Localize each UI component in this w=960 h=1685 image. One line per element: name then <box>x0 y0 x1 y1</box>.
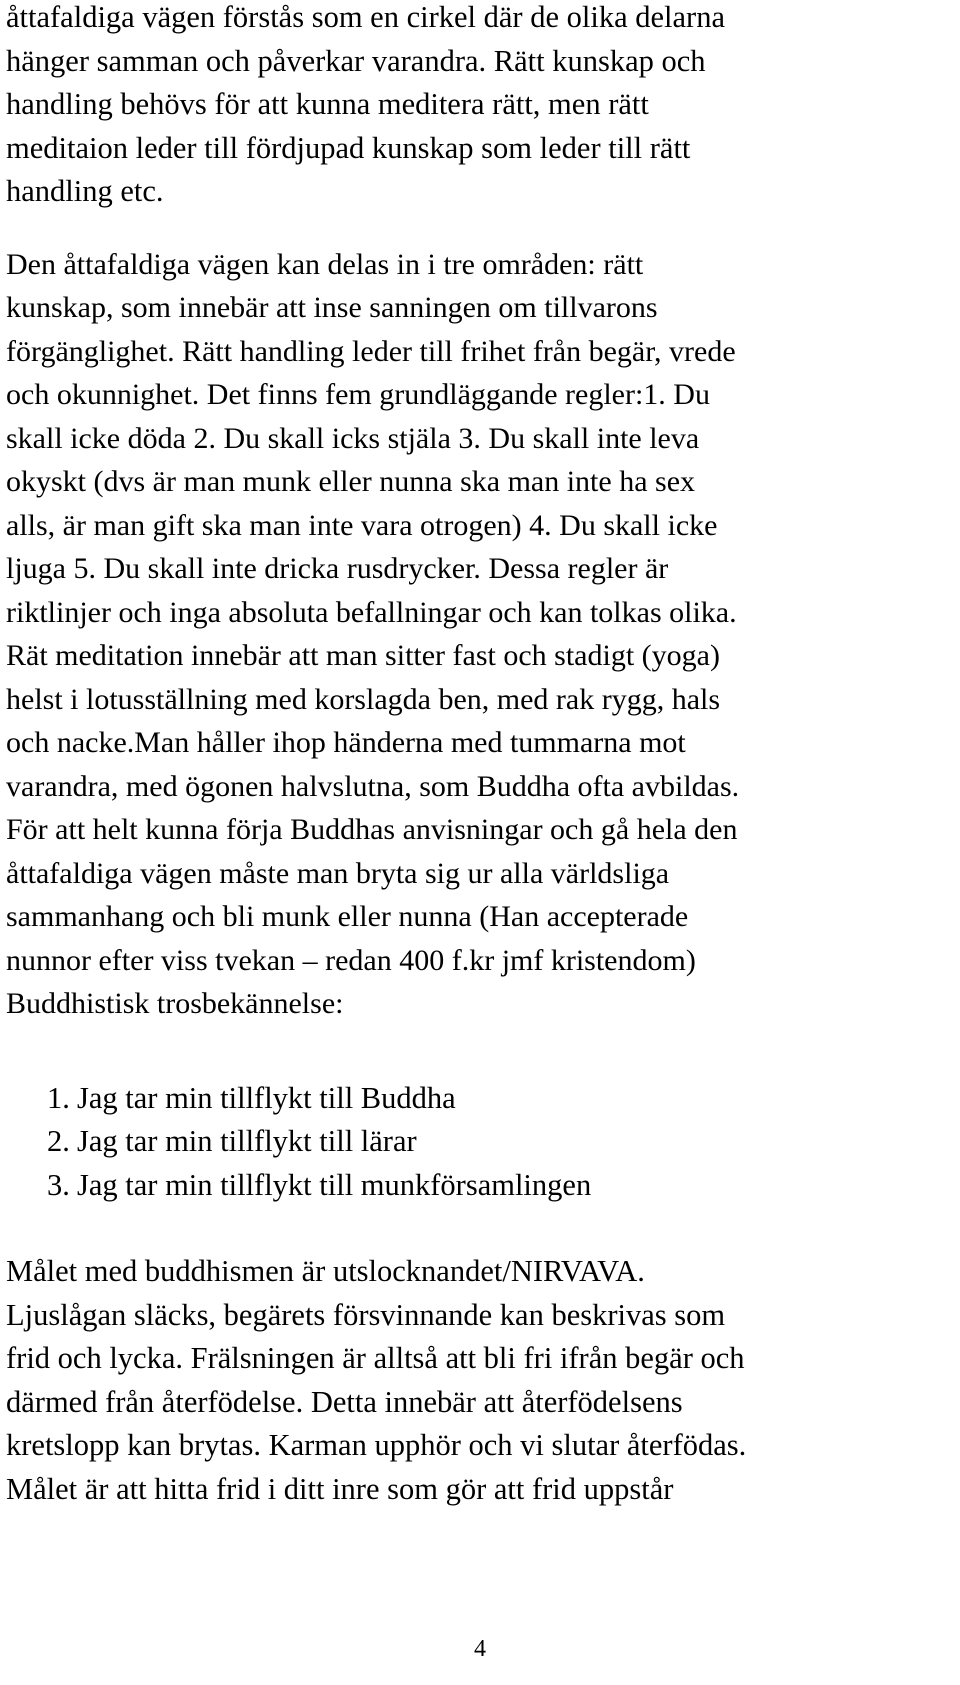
list-item-number: 1. <box>47 1080 70 1115</box>
list-item-number: 2. <box>47 1124 70 1158</box>
paragraph-rules: Den åttafaldiga vägen kan delas in i tre områden: rätt kunskap, som innebär att inse sanningen om tillvarons förgänglighet. Rätt handling leder till frihet från begär, vrede och okunnighet. Det finns fem grundläggande regler:1. Du skall icke döda 2. Du skall icks stjäla 3. Du skall inte leva okyskt (dvs är man munk eller nunna ska man inte ha sex alls, är man gift ska man inte vara otrogen) 4. Du skall icke ljuga 5. Du skall inte dricka rusdrycker. Dessa regler är riktlinjer och inga absoluta befallningar och kan tolkas olika. Rät meditation innebär att man sitter fast och stadigt (yoga) helst i lotusställning med korslagda ben, med rak rygg, hals och nacke.Man håller ihop händerna med tummarna mot varandra, med ögonen halvslutna, som Buddha ofta avbildas. För att helt kunna förja Buddhas anvisningar och gå hela den åttafaldiga vägen måste man bryta sig ur alla världsliga sammanhang och bli munk eller nunna (Han accepterade nunnor efter viss tvekan – redan 400 f.kr jmf kristendom) Buddhistisk trosbekännelse: <box>6 247 740 1020</box>
list-item-text: Jag tar min tillflykt till lärar <box>77 1124 417 1158</box>
paragraph-goal: Målet med buddhismen är utslocknandet/NIRVAVA. Ljuslågan släcks, begärets försvinnande kan beskrivas som frid och lycka. Frälsningen är alltså att bli fri ifrån begär och därmed från återfödelse. Detta innebär att återfödelsens kretslopp kan brytas. Karman upphör och vi slutar återfödas. Målet är att hitta frid i ditt inre som gör att frid uppstår <box>6 1254 747 1506</box>
list-item-text: Jag tar min tillflykt till Buddha <box>77 1080 456 1115</box>
document-page <box>6 0 956 1511</box>
paragraph-intro: åttafaldiga vägen förstås som en cirkel där de olika delarna hänger samman och påverkar varandra. Rätt kunskap och handling behövs för att kunna meditera rätt, men rätt meditaion leder till fördjupad kunskap som leder till rätt handling etc. <box>6 0 725 208</box>
list-item <box>47 1164 956 1208</box>
list-item <box>47 1120 956 1164</box>
list-item-text: Jag tar min tillflykt till munkförsamlingen <box>77 1167 592 1202</box>
list-item-number: 3. <box>47 1167 70 1202</box>
page-number: 4 <box>474 1636 486 1662</box>
list-item <box>47 1077 956 1121</box>
creed-list <box>6 1077 956 1208</box>
